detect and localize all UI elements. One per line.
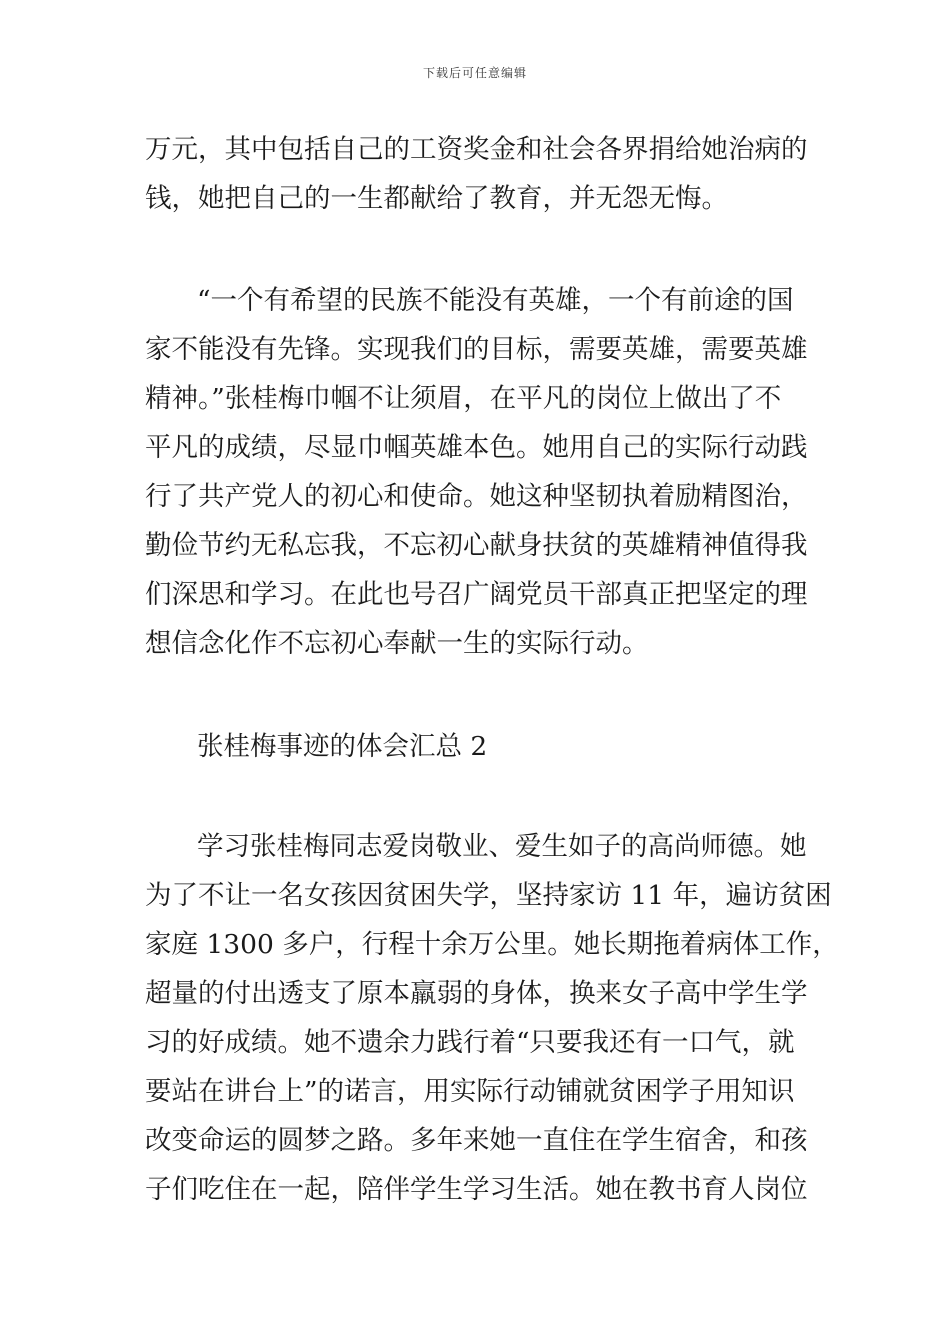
text-line: 改变命运的圆梦之路。多年来她一直住在学生宿舍，和孩 [145,1125,808,1156]
text-line: 家庭 1300 多户，行程十余万公里。她长期拖着病体工作， [145,929,839,960]
text-line: 平凡的成绩，尽显巾帼英雄本色。她用自己的实际行动践 [145,432,808,463]
text-line: 家不能没有先锋。实现我们的目标，需要英雄，需要英雄 [145,334,808,365]
text-line: 学习张桂梅同志爱岗敬业、爱生如子的高尚师德。她 [197,831,807,862]
text-line: 子们吃住在一起，陪伴学生学习生活。她在教书育人岗位 [145,1174,808,1205]
text-line: 勤俭节约无私忘我，不忘初心献身扶贫的英雄精神值得我 [145,530,808,561]
page-header: 下载后可任意编辑 [422,66,527,80]
text-line: 超量的付出透支了原本羸弱的身体，换来女子高中学生学 [145,978,808,1009]
section-heading: 张桂梅事迹的体会汇总 2 [197,731,488,762]
text-line: 们深思和学习。在此也号召广阔党员干部真正把坚定的理 [145,579,808,610]
text-line: 钱，她把自己的一生都献给了教育，并无怨无悔。 [145,183,728,214]
text-line: 想信念化作不忘初心奉献一生的实际行动。 [145,628,649,659]
text-line: 要站在讲台上”的诺言，用实际行动铺就贫困学子用知识 [145,1076,795,1107]
text-line: 行了共产党人的初心和使命。她这种坚韧执着励精图治， [145,481,808,512]
text-line: 万元，其中包括自己的工资奖金和社会各界捐给她治病的 [145,134,808,165]
text-line: 为了不让一名女孩因贫困失学，坚持家访 11 年，遍访贫困 [145,880,832,911]
text-line: “一个有希望的民族不能没有英雄，一个有前途的国 [197,285,794,316]
text-line: 精神。”张桂梅巾帼不让须眉，在平凡的岗位上做出了不 [145,383,782,414]
text-line: 习的好成绩。她不遗余力践行着“只要我还有一口气，就 [145,1027,795,1058]
